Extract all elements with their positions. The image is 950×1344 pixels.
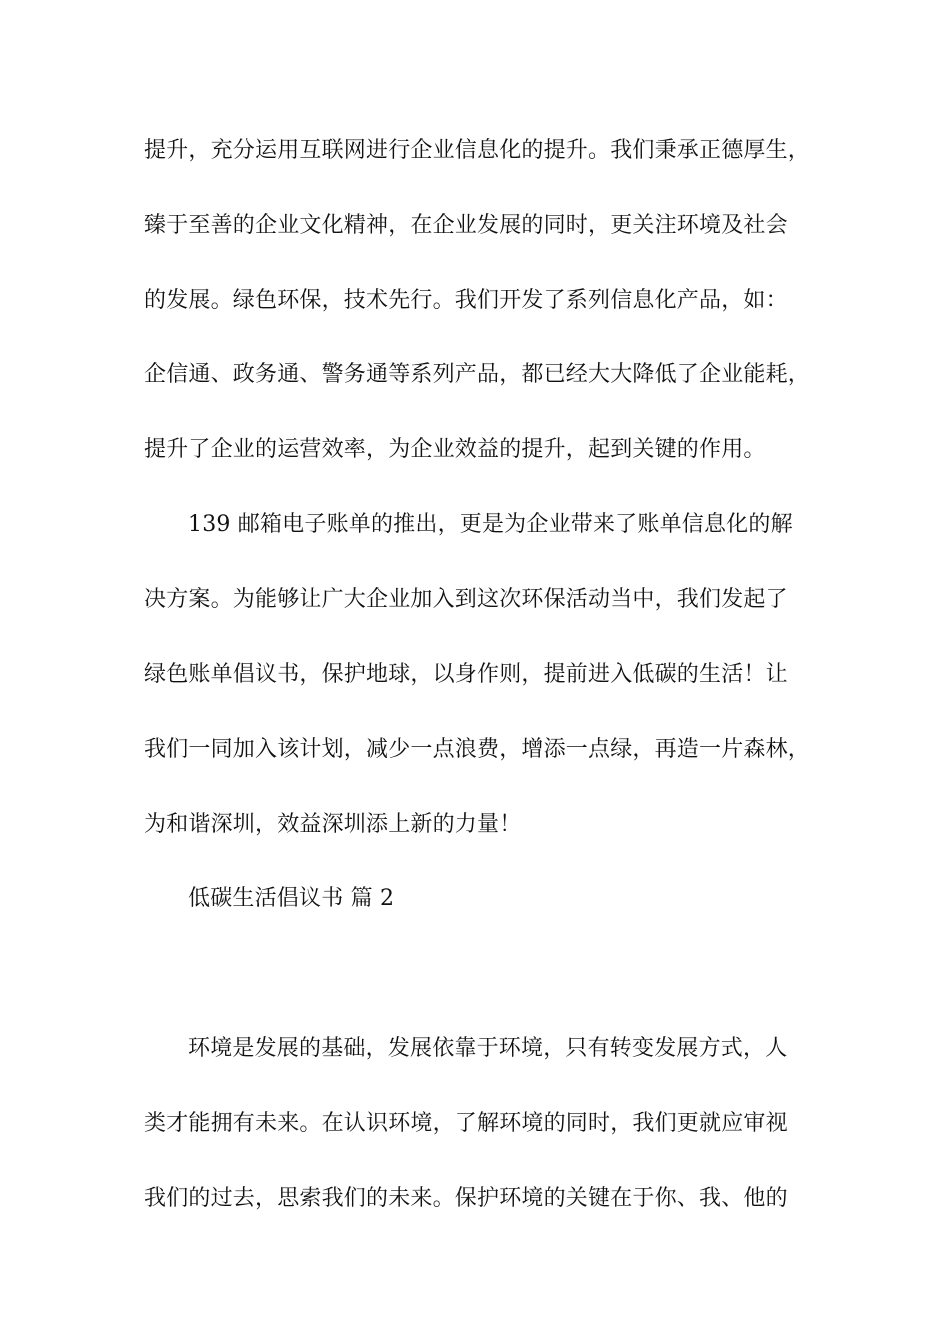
paragraph-line: 我们一同加入该计划，减少一点浪费，增添一点绿，再造一片森林， [144, 737, 811, 762]
paragraph-line: 企信通、政务通、警务通等系列产品，都已经大大降低了企业能耗， [144, 362, 811, 387]
paragraph-line: 提升了企业的运营效率，为企业效益的提升，起到关键的作用。 [144, 437, 766, 462]
paragraph-line: 环境是发展的基础，发展依靠于环境，只有转变发展方式，人 [188, 1036, 788, 1061]
paragraph-line: 臻于至善的企业文化精神，在企业发展的同时，更关注环境及社会 [144, 213, 788, 238]
paragraph-line: 类才能拥有未来。在认识环境，了解环境的同时，我们更就应审视 [144, 1111, 788, 1136]
paragraph-line: 绿色账单倡议书，保护地球，以身作则，提前进入低碳的生活！让 [144, 662, 788, 687]
paragraph-line: 提升，充分运用互联网进行企业信息化的提升。我们秉承正德厚生， [144, 138, 811, 163]
paragraph-line: 139 邮箱电子账单的推出，更是为企业带来了账单信息化的解 [188, 512, 793, 537]
paragraph-line: 的发展。绿色环保，技术先行。我们开发了系列信息化产品，如： [144, 288, 788, 313]
section-heading: 低碳生活倡议书 篇 2 [188, 886, 395, 911]
paragraph-line: 为和谐深圳，效益深圳添上新的力量！ [144, 812, 522, 837]
paragraph-line: 我们的过去，思索我们的未来。保护环境的关键在于你、我、他的 [144, 1186, 788, 1211]
paragraph-line: 决方案。为能够让广大企业加入到这次环保活动当中，我们发起了 [144, 587, 788, 612]
